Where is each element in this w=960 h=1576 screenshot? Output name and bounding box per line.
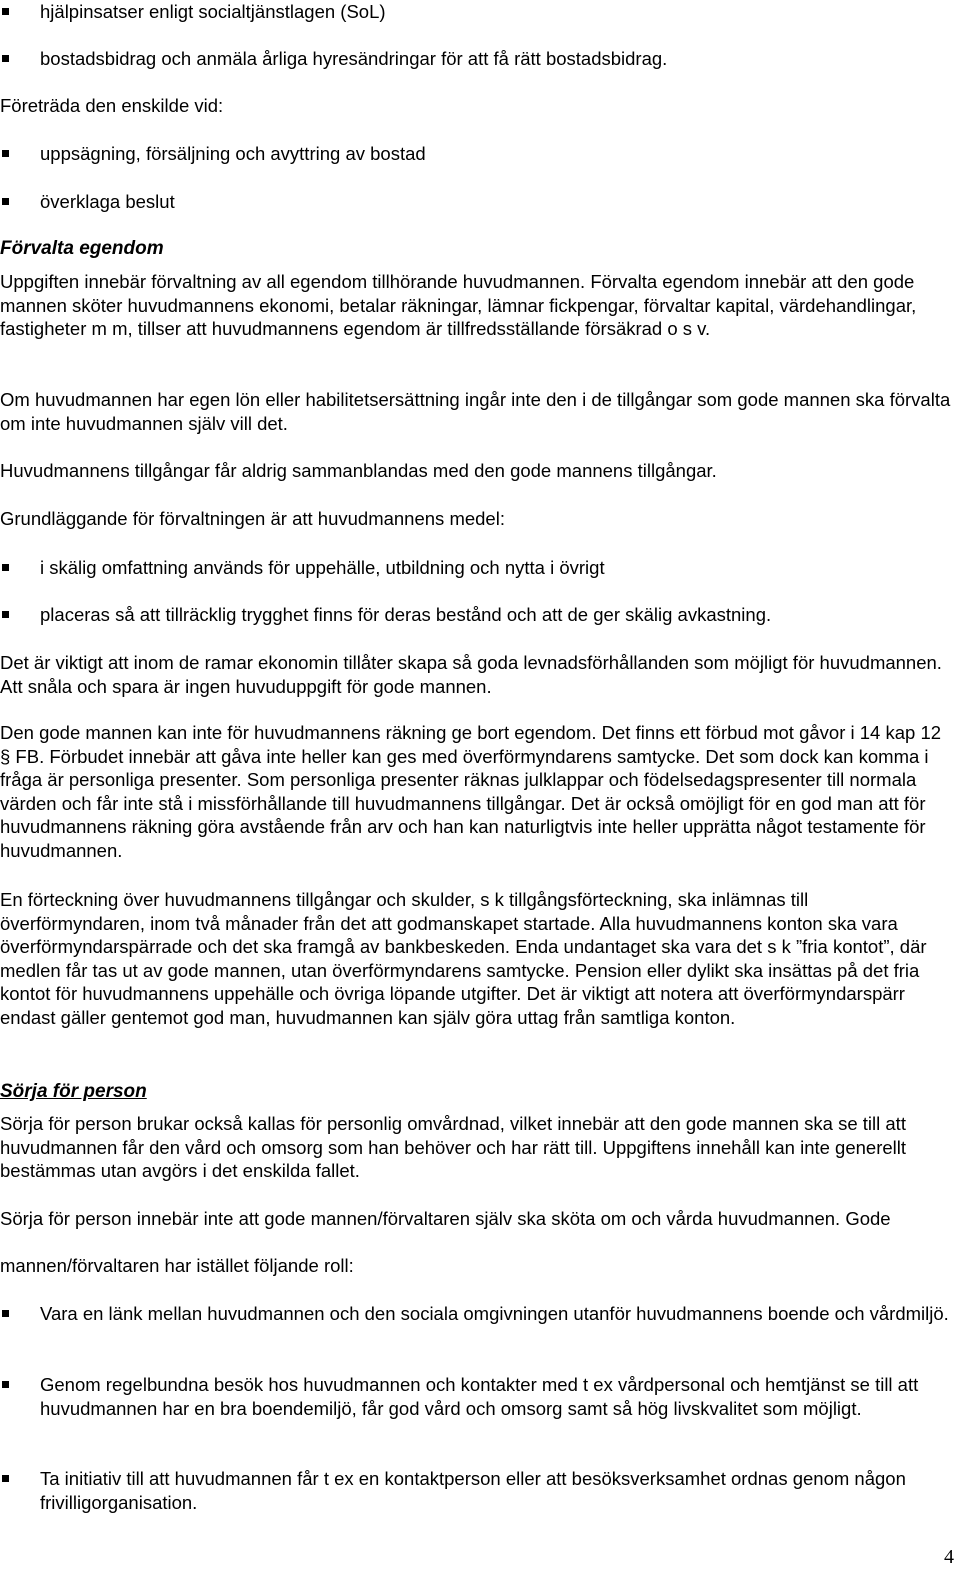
paragraph: Grundläggande för förvaltningen är att huvudmannens medel:: [0, 508, 505, 529]
represent-intro: Företräda den enskilde vid:: [0, 95, 224, 116]
list-item: [0, 47, 955, 71]
list-item-text: placeras så att tillräcklig trygghet finns för deras bestånd och att de ger skälig avkastning.: [40, 604, 772, 625]
list-item: [0, 556, 955, 580]
paragraph: En förteckning över huvudmannens tillgångar och skulder, s k tillgångsförteckning, ska inlämnas till överförmyndaren, inom två månader från det att godmanskapet startade. Alla huvudmannens konton ska vara överförmyndarspärrade och det ska framgå av bankbeskeden. Enda undantaget ska vara det s k ”fria kontot”, där medlen får tas ut av gode mannen, utan överförmyndarens samtycke. Pension eller dylikt ska insättas på det fria kontot för huvudmannens uppehälle och övriga löpande utgifter. Det är viktigt att notera att överförmyndarspärr endast gäller gentemot god man, huvudmannen kan själv göra uttag från samtliga konton.: [0, 889, 927, 1028]
section-heading-care-person: Sörja för person: [0, 1081, 147, 1102]
list-item: [0, 0, 955, 24]
square-bullet-icon: [2, 150, 9, 157]
paragraph: Det är viktigt att inom de ramar ekonomin tillåter skapa så goda levnadsförhållanden som möjligt för huvudmannen. Att snåla och spara är ingen huvuduppgift för gode mannen.: [0, 652, 942, 697]
paragraph: Uppgiften innebär förvaltning av all egendom tillhörande huvudmannen. Förvalta egendom innebär att den gode mannen sköter huvudmannens ekonomi, betalar räkningar, lämnar fickpengar, förvaltar kapital, värdehandlingar, fastigheter m m, tillser att huvudmannens egendom är tillfredsställande försäkrad o s v.: [0, 271, 917, 340]
square-bullet-icon: [2, 611, 9, 618]
list-item: [0, 190, 955, 214]
square-bullet-icon: [2, 8, 9, 15]
list-item: [0, 1373, 955, 1420]
paragraph: mannen/förvaltaren har istället följande roll:: [0, 1255, 354, 1276]
list-item-text: bostadsbidrag och anmäla årliga hyresändringar för att få rätt bostadsbidrag.: [40, 48, 668, 69]
list-item-text: Ta initiativ till att huvudmannen får t ex en kontaktperson eller att besöksverksamhet ordnas genom någon frivilligorganisation.: [40, 1468, 906, 1513]
square-bullet-icon: [2, 198, 9, 205]
square-bullet-icon: [2, 1475, 9, 1482]
list-item-text: överklaga beslut: [40, 191, 175, 212]
square-bullet-icon: [2, 1381, 9, 1388]
paragraph: Sörja för person brukar också kallas för personlig omvårdnad, vilket innebär att den gode mannen ska se till att huvudmannen får den vård och omsorg som han behöver och har rätt till. Uppgiftens innehåll kan inte generellt bestämmas utan avgörs i det enskilda fallet.: [0, 1113, 907, 1182]
paragraph: Sörja för person innebär inte att gode mannen/förvaltaren själv ska sköta om och vårda huvudmannen. Gode: [0, 1208, 891, 1229]
list-item-text: hjälpinsatser enligt socialtjänstlagen (SoL): [40, 1, 386, 22]
list-item-text: uppsägning, försäljning och avyttring av bostad: [40, 143, 426, 164]
list-item-text: Genom regelbundna besök hos huvudmannen och kontakter med t ex vårdpersonal och hemtjänst se till att huvudmannen har en bra boendemiljö, får god vård och omsorg samt så hög livskvalitet som möjligt.: [40, 1374, 919, 1419]
list-item: [0, 1302, 955, 1326]
page-number: 4: [944, 1546, 954, 1568]
list-item: [0, 142, 955, 166]
square-bullet-icon: [2, 55, 9, 62]
square-bullet-icon: [2, 1310, 9, 1317]
square-bullet-icon: [2, 564, 9, 571]
list-item-text: Vara en länk mellan huvudmannen och den sociala omgivningen utanför huvudmannens boende och vårdmiljö.: [40, 1303, 949, 1324]
paragraph: Om huvudmannen har egen lön eller habilitetsersättning ingår inte den i de tillgångar som gode mannen ska förvalta om inte huvudmannen själv vill det.: [0, 389, 951, 434]
list-item: [0, 603, 955, 627]
list-item: [0, 1467, 955, 1514]
section-heading-manage-property: Förvalta egendom: [0, 238, 164, 259]
paragraph: Huvudmannens tillgångar får aldrig sammanblandas med den gode mannens tillgångar.: [0, 460, 717, 481]
list-item-text: i skälig omfattning används för uppehälle, utbildning och nytta i övrigt: [40, 557, 605, 578]
paragraph: Den gode mannen kan inte för huvudmannens räkning ge bort egendom. Det finns ett förbud mot gåvor i 14 kap 12 § FB. Förbudet innebär att gåva inte heller kan ges med överförmyndarens samtycke. Det som dock kan komma i fråga är personliga presenter. Som personliga presenter räknas julklappar och födelsedagspresenter till normala värden och får inte stå i missförhållande till huvudmannens tillgångar. Det är också omöjligt för en god man att för huvudmannens räkning göra avstående från arv och han kan naturligtvis inte heller upprätta något testamente för huvudmannen.: [0, 722, 942, 861]
